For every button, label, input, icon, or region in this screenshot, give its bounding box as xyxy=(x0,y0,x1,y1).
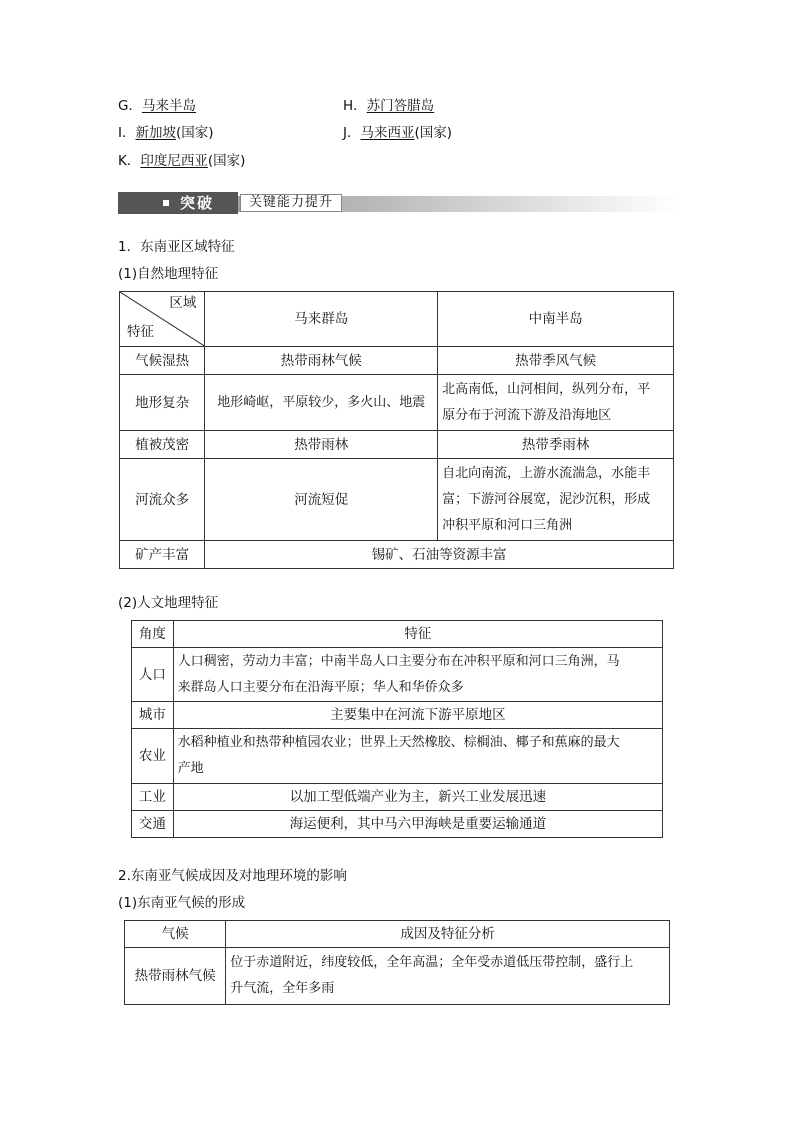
cell-line: 人口稠密，劳动力丰富；中南半岛人口主要分布在冲积平原和河口三角洲，马 xyxy=(177,653,620,669)
table-cell-merged: 锡矿、石油等资源丰富 xyxy=(205,541,674,569)
cell-line: 升气流，全年多雨 xyxy=(230,981,335,996)
row-label: 农业 xyxy=(132,729,174,784)
table-header-row xyxy=(120,292,674,347)
row-label: 植被茂密 xyxy=(120,431,205,459)
banner-subtitle: 关键能力提升 xyxy=(249,195,334,210)
table-row xyxy=(132,811,663,838)
cell-line: 富；下游河谷展宽，泥沙沉积，形成 xyxy=(442,491,651,507)
row-label: 城市 xyxy=(132,702,174,729)
table-cell: 热带雨林 xyxy=(205,431,438,459)
table-cell xyxy=(438,375,674,431)
corner-feature-label: 特征 xyxy=(127,324,154,340)
answer-text: 马来半岛 xyxy=(141,98,196,114)
column-header: 成因及特征分析 xyxy=(226,921,670,948)
list-item-label: K． xyxy=(118,153,141,169)
subsection-heading: (2)人文地理特征 xyxy=(118,595,219,611)
table-cell xyxy=(173,729,662,784)
table-cell xyxy=(438,459,674,541)
corner-region-label: 区域 xyxy=(169,295,197,311)
row-label: 河流众多 xyxy=(120,459,205,541)
table-row xyxy=(132,784,663,811)
section-banner xyxy=(118,192,678,214)
natural-geography-table xyxy=(119,291,674,569)
table-row xyxy=(120,431,674,459)
row-label: 气候湿热 xyxy=(120,347,205,375)
table-cell: 热带雨林气候 xyxy=(205,347,438,375)
banner-dark-block xyxy=(118,192,238,214)
table-row xyxy=(125,948,670,1005)
table-cell: 河流短促 xyxy=(205,459,438,541)
answer-suffix: (国家) xyxy=(207,153,246,169)
cell-line: 原分布于河流下游及沿海地区 xyxy=(442,407,612,423)
list-item-i xyxy=(118,124,214,142)
table-cell: 主要集中在河流下游平原地区 xyxy=(173,702,662,729)
row-label: 热带雨林气候 xyxy=(125,948,226,1005)
cell-line: 冲积平原和河口三角洲 xyxy=(442,517,573,533)
row-label: 矿产丰富 xyxy=(120,541,205,569)
banner-title: 突破 xyxy=(180,194,215,212)
table-cell: 热带季雨林 xyxy=(438,431,674,459)
cell-line: 水稻种植业和热带种植园农业；世界上天然橡胶、棕榈油、椰子和蕉麻的最大 xyxy=(177,735,620,750)
section-heading: 2.东南亚气候成因及对地理环境的影响 xyxy=(118,868,347,884)
row-label: 地形复杂 xyxy=(120,375,205,431)
subsection-heading: (1)东南亚气候的形成 xyxy=(118,895,246,911)
table-cell xyxy=(226,948,670,1005)
answer-text: 新加坡 xyxy=(135,125,176,141)
list-item-label: I． xyxy=(118,125,136,141)
cell-line: 自北向南流，上游水流湍急，水能丰 xyxy=(442,465,651,481)
list-item-label: J． xyxy=(343,125,361,141)
list-item-g xyxy=(118,97,196,115)
table-row xyxy=(120,541,674,569)
cell-line: 来群岛人口主要分布在沿海平原；华人和华侨众多 xyxy=(177,679,464,695)
column-header: 中南半岛 xyxy=(438,292,674,347)
section-heading: 1．东南亚区域特征 xyxy=(118,239,235,255)
table-cell: 地形崎岖，平原较少，多火山、地震 xyxy=(205,375,438,431)
table-cell: 以加工型低端产业为主，新兴工业发展迅速 xyxy=(173,784,662,811)
answer-text: 苏门答腊岛 xyxy=(366,98,435,114)
column-header: 角度 xyxy=(132,621,174,648)
human-geography-table xyxy=(131,620,663,838)
row-label: 人口 xyxy=(132,648,174,702)
table-row xyxy=(120,459,674,541)
row-label: 交通 xyxy=(132,811,174,838)
answer-suffix: (国家) xyxy=(414,125,453,141)
table-row xyxy=(132,729,663,784)
table-row xyxy=(132,648,663,702)
cell-line: 产地 xyxy=(177,761,204,776)
table-header-row xyxy=(125,921,670,948)
answer-suffix: (国家) xyxy=(175,125,214,141)
row-label: 工业 xyxy=(132,784,174,811)
list-item-k xyxy=(118,152,245,170)
subsection-heading: (1)自然地理特征 xyxy=(118,266,219,282)
cell-line: 北高南低，山河相间，纵列分布，平 xyxy=(442,381,651,397)
answer-text: 印度尼西亚 xyxy=(140,153,208,169)
diagonal-header-cell xyxy=(120,292,205,347)
table-cell: 海运便利，其中马六甲海峡是重要运输通道 xyxy=(173,811,662,838)
table-header-row xyxy=(132,621,663,648)
table-row xyxy=(120,375,674,431)
answer-text: 马来西亚 xyxy=(360,125,415,141)
table-row xyxy=(120,347,674,375)
table-cell xyxy=(173,648,662,702)
list-item-label: H． xyxy=(343,98,367,114)
list-item-h xyxy=(343,97,434,115)
cell-line: 位于赤道附近，纬度较低，全年高温；全年受赤道低压带控制，盛行上 xyxy=(230,955,634,970)
list-item-j xyxy=(343,124,452,142)
list-item-label: G． xyxy=(118,98,142,114)
table-cell: 热带季风气候 xyxy=(438,347,674,375)
column-header: 特征 xyxy=(173,621,662,648)
column-header: 马来群岛 xyxy=(205,292,438,347)
climate-formation-table xyxy=(124,920,670,1005)
table-row xyxy=(132,702,663,729)
column-header: 气候 xyxy=(125,921,226,948)
square-bullet-icon xyxy=(163,200,169,206)
